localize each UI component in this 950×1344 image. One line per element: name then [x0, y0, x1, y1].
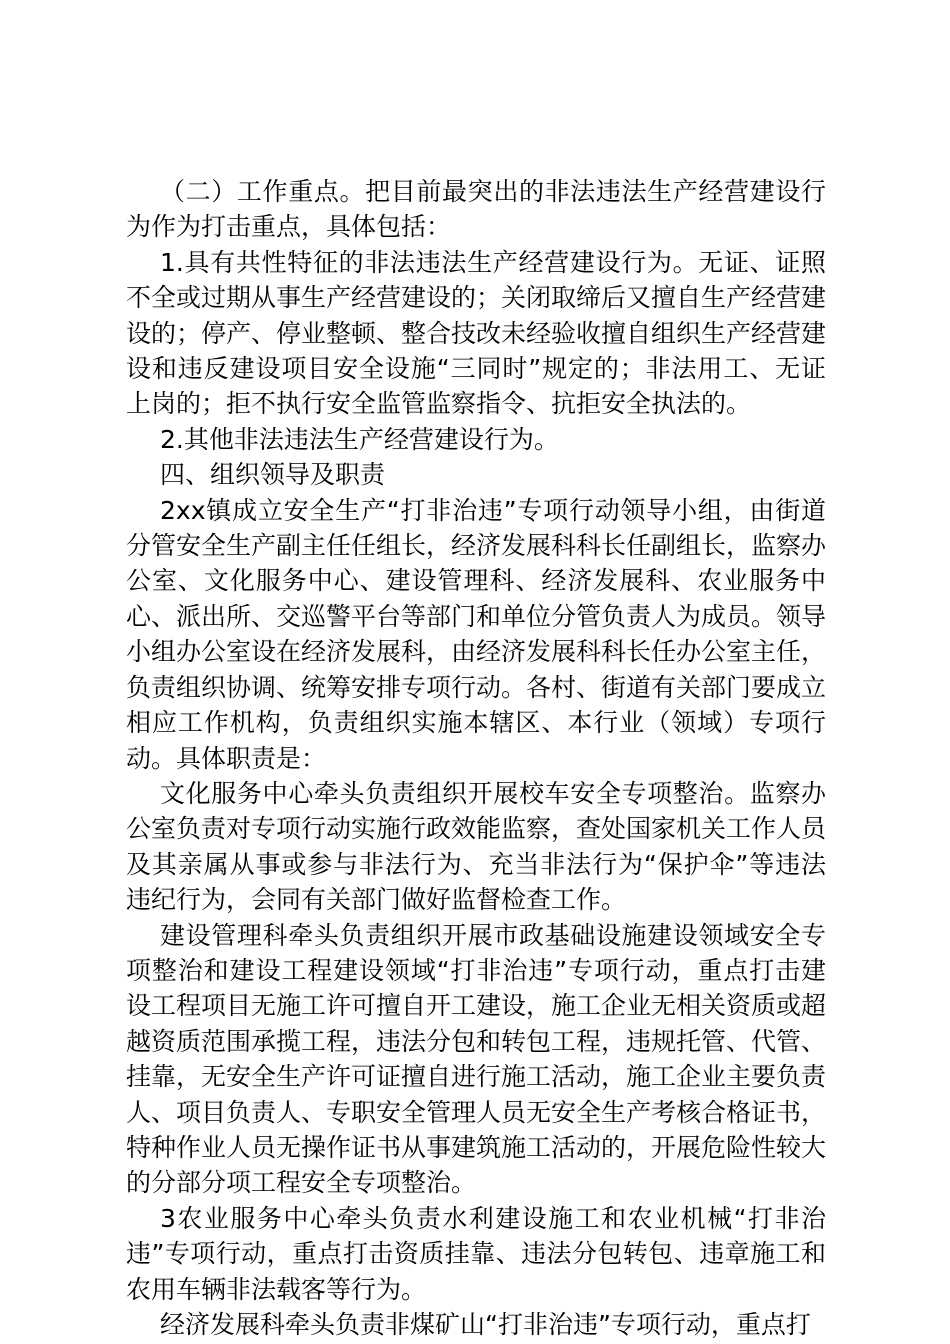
- paragraph-leading-group: 2xx镇成立安全生产“打非治违”专项行动领导小组，由街道分管安全生产副主任任组长，经济发展科科长任副组长，监察办公室、文化服务中心、建设管理科、经济发展科、农业服务中心、派出所、交巡警平台等部门和单位分管负责人为成员。领导小组办公室设在经济发展科，由经济发展科科长任办公室主任，负责组织协调、统筹安排专项行动。各村、街道有关部门要成立相应工作机构，负责组织实施本辖区、本行业（领域）专项行动。具体职责是：: [126, 495, 827, 773]
- document-body: [126, 174, 826, 1342]
- paragraph-culture-service-center: 文化服务中心牵头负责组织开展校车安全专项整治。监察办公室负责对专项行动实施行政效能监察，查处国家机关工作人员及其亲属从事或参与非法行为、充当非法行为“保护伞”等违法违纪行为，会同有关部门做好监督检查工作。: [126, 778, 827, 915]
- section-heading-organization: 四、组织领导及职责: [160, 460, 386, 490]
- paragraph-work-focus: （二）工作重点。把目前最突出的非法违法生产经营建设行为作为打击重点，具体包括：: [126, 177, 826, 242]
- paragraph-economic-development: 经济发展科牵头负责非煤矿山“打非治违”专项行动，重点打: [160, 1310, 811, 1339]
- paragraph-common-violations: 1.具有共性特征的非法违法生产经营建设行为。无证、证照不全或过期从事生产经营建设的；关闭取缔后又擅自生产经营建设的；停产、停业整顿、整合技改未经验收擅自组织生产经营建设和违反建设项目安全设施“三同时”规定的；非法用工、无证上岗的；拒不执行安全监管监察指令、抗拒安全执法的。: [126, 247, 827, 419]
- paragraph-other-violations: 2.其他非法违法生产经营建设行为。: [160, 424, 559, 454]
- paragraph-agriculture-service-center: 3农业服务中心牵头负责水利建设施工和农业机械“打非治违”专项行动，重点打击资质挂靠、违法分包转包、违章施工和农用车辆非法载客等行为。: [126, 1203, 826, 1304]
- paragraph-construction-management: 建设管理科牵头负责组织开展市政基础设施建设领域安全专项整治和建设工程建设领域“打非治违”专项行动，重点打击建设工程项目无施工许可擅自开工建设，施工企业无相关资质或超越资质范围承揽工程，违法分包和转包工程，违规托管、代管、挂靠，无安全生产许可证擅自进行施工活动，施工企业主要负责人、项目负责人、专职安全管理人员无安全生产考核合格证书，特种作业人员无操作证书从事建筑施工活动的，开展危险性较大的分部分项工程安全专项整治。: [126, 920, 827, 1198]
